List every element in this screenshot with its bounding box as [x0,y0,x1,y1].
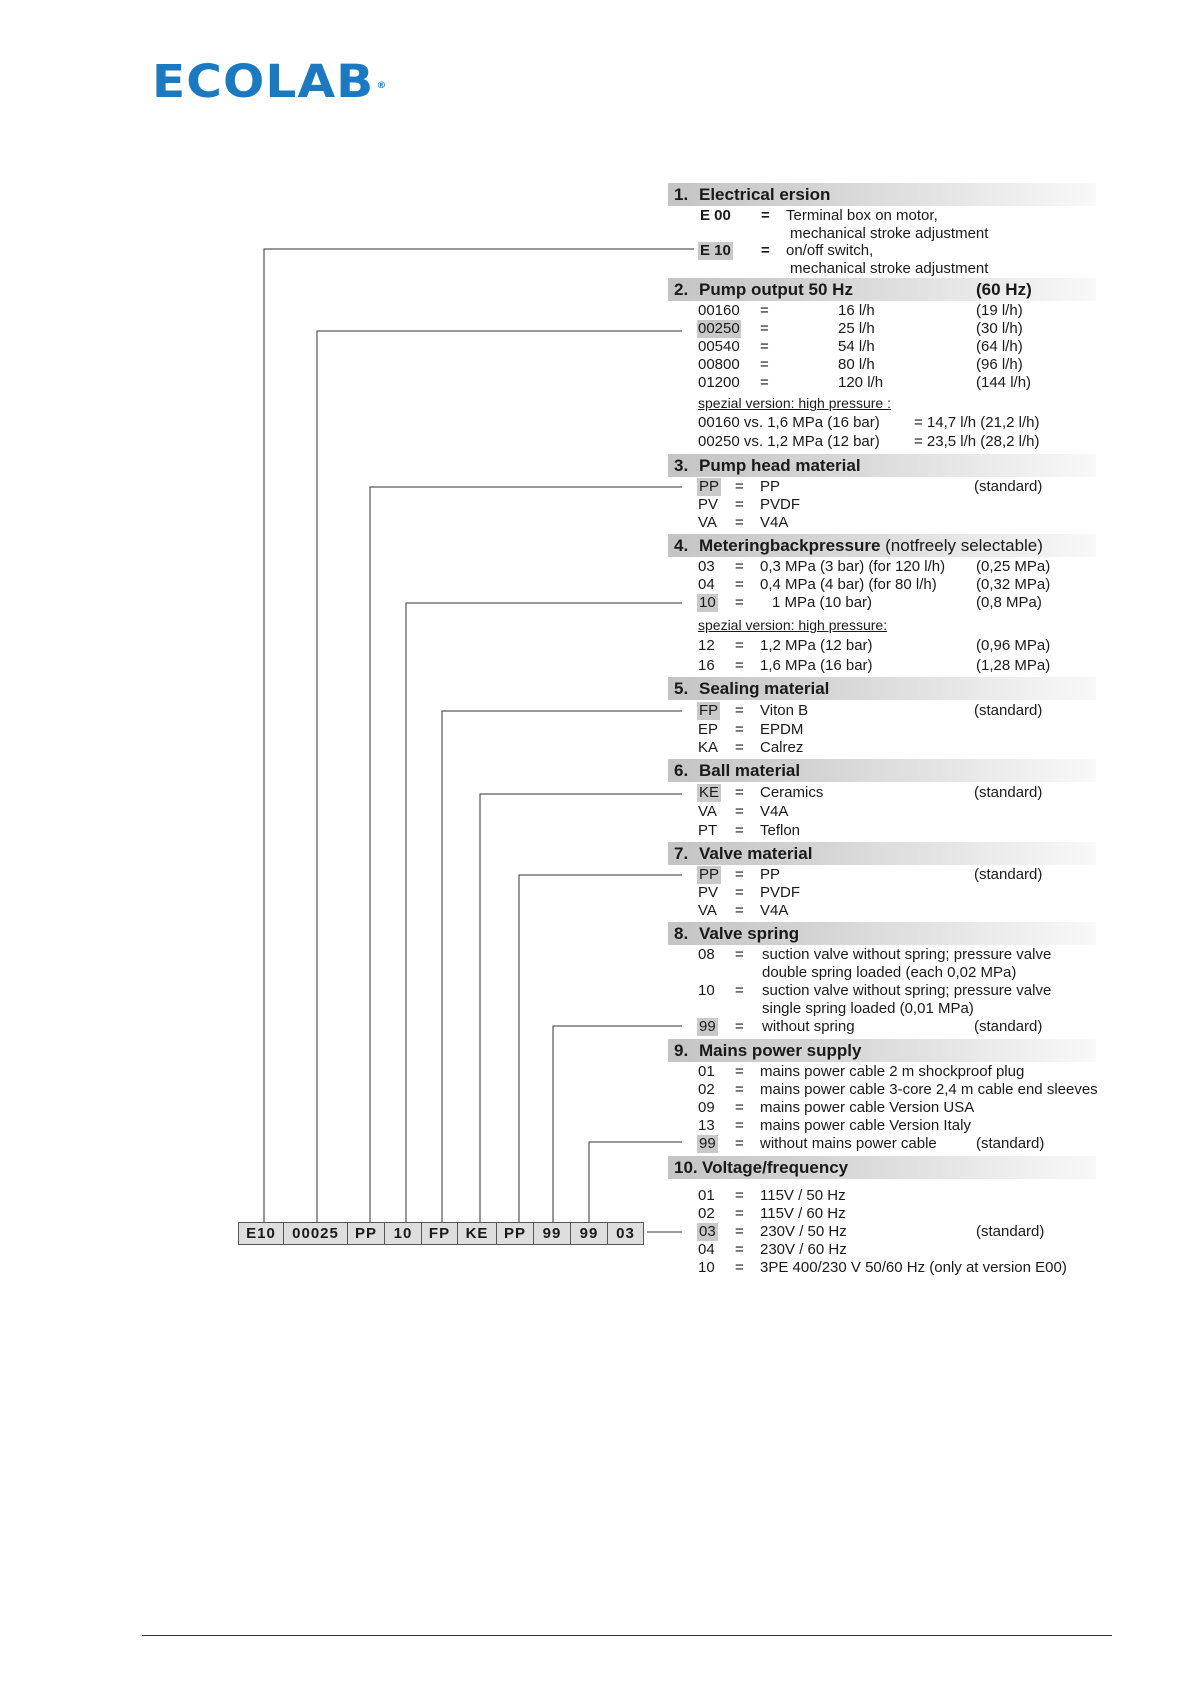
section-title: Valve spring [699,924,800,943]
description: 0,3 MPa (3 bar) (for 120 l/h) [760,558,946,575]
section-title: Sealing material [699,679,830,698]
description: 3PE 400/230 V 50/60 Hz (only at version E00) [760,1259,1067,1276]
code-segment-mains: 99 [571,1223,608,1244]
description: PVDF [760,496,801,513]
section-number: 3. [674,456,689,475]
equals: = [735,1117,744,1134]
special-version-label: spezial version: high pressure: [698,617,888,633]
section-voltage-frequency-header [668,1156,1096,1179]
code: 12 [698,637,715,654]
value-50hz: 80 l/h [838,356,875,373]
equals: = [735,576,744,593]
description: suction valve without spring; pressure valve [762,946,1052,963]
value-50hz: 25 l/h [838,320,875,337]
code-segment-electrical: E10 [239,1223,284,1244]
note: (0,8 MPa) [976,594,1042,611]
equals: = [735,1018,744,1035]
equals: = [735,982,744,999]
special-version-label: spezial version: high pressure : [698,395,891,411]
equals: = [735,739,744,756]
note: (0,96 MPa) [976,637,1051,654]
standard-note: (standard) [974,1018,1043,1035]
code: 01 [698,1063,715,1080]
equals: = [761,242,770,259]
description: 230V / 50 Hz [760,1223,847,1240]
equals: = [735,822,744,839]
description: PP [760,478,781,495]
description: Terminal box on motor, [786,207,938,224]
description: without mains power cable [760,1135,937,1152]
equals: = [735,594,744,611]
code: VA [698,514,717,531]
equals: = [735,784,744,801]
code-segment-pump-output: 00025 [284,1223,348,1244]
section-number: 9. [674,1041,689,1060]
description: 1,2 MPa (12 bar) [760,637,873,654]
code: 03 [698,558,715,575]
code: 10 [698,1259,715,1276]
code-segment-valve-spring: 99 [534,1223,571,1244]
section-title-suffix: (notfreely selectable) [880,536,1043,555]
description: mains power cable Version Italy [760,1117,971,1134]
logo-registered-mark: ® [376,81,388,91]
description: Viton B [760,702,809,719]
standard-note: (standard) [974,702,1043,719]
special-row-right: = 23,5 l/h (28,2 l/h) [914,433,1040,450]
code-selected: PP [699,478,720,495]
equals: = [735,1187,744,1204]
standard-note: (standard) [974,866,1043,883]
code-selected: 00250 [698,320,740,337]
order-code-box [238,1222,644,1245]
code-selected: KE [699,784,720,801]
section-title: Ball material [699,761,801,780]
equals: = [735,866,744,883]
section-title-60hz: (60 Hz) [976,280,1032,299]
section-sealing-material-header [668,677,1096,700]
section-title: Electrical ersion [699,185,831,204]
value-60hz: (64 l/h) [976,338,1023,355]
code: KA [698,739,719,756]
code-segment-pump-head: PP [348,1223,385,1244]
description: Ceramics [760,784,824,801]
section-ball-material-header [668,759,1096,782]
equals: = [760,356,769,373]
section-number: 7. [674,844,689,863]
footer-divider [142,1635,1112,1636]
value-60hz: (144 l/h) [976,374,1032,391]
equals: = [735,637,744,654]
description: 115V / 60 Hz [760,1205,846,1222]
description: single spring loaded (0,01 MPa) [762,1000,974,1017]
equals: = [760,374,769,391]
equals: = [735,1063,744,1080]
code-segment-ball: KE [458,1223,497,1244]
section-pump-output-header [668,278,1096,301]
code: 01200 [698,374,740,391]
code: 09 [698,1099,715,1116]
note: (0,25 MPa) [976,558,1051,575]
description: Teflon [760,822,801,839]
section-number: 6. [674,761,689,780]
code-segment-backpressure: 10 [385,1223,422,1244]
standard-note: (standard) [974,478,1043,495]
code-selected: 10 [699,594,716,611]
equals: = [735,946,744,963]
description: 230V / 60 Hz [760,1241,847,1258]
code: 00540 [698,338,740,355]
description: mains power cable 3-core 2,4 m cable end sleeves [760,1081,1098,1098]
code: PT [698,822,718,839]
description: mains power cable 2 m shockproof plug [760,1063,1025,1080]
description: 1,6 MPa (16 bar) [760,657,873,674]
description: mechanical stroke adjustment [790,225,989,242]
code: 00160 [698,302,740,319]
code: VA [698,902,717,919]
logo-text: ECOLAB [152,55,375,108]
code: 04 [698,1241,715,1258]
code-selected: E 10 [700,242,731,259]
section-number: 5. [674,679,689,698]
code: 08 [698,946,715,963]
equals: = [735,902,744,919]
special-row-right: = 14,7 l/h (21,2 l/h) [914,414,1040,431]
equals: = [735,1135,744,1152]
equals: = [735,1099,744,1116]
standard-note: (standard) [976,1135,1045,1152]
equals: = [735,1081,744,1098]
code-selected: 99 [699,1018,716,1035]
description: V4A [760,514,789,531]
code: 16 [698,657,715,674]
description: without spring [762,1018,855,1035]
code: 13 [698,1117,715,1134]
section-title: Valve material [699,844,813,863]
section-number: 4. [674,536,689,555]
description: on/off switch, [786,242,874,259]
value-60hz: (19 l/h) [976,302,1023,319]
description: PVDF [760,884,801,901]
value-50hz: 120 l/h [838,374,884,391]
equals: = [760,338,769,355]
section-electrical-version-header [668,183,1096,206]
code-selected: PP [699,866,720,883]
description: mains power cable Version USA [760,1099,975,1116]
section-title: Voltage/frequency [702,1158,849,1177]
equals: = [760,320,769,337]
section-title-bold: Meteringbackpressure [699,536,881,555]
special-row-left: 00250 vs. 1,2 MPa (12 bar) [698,433,880,450]
description: 115V / 50 Hz [760,1187,846,1204]
code: E 00 [700,207,731,224]
code-segment-valve-material: PP [497,1223,534,1244]
note: (0,32 MPa) [976,576,1051,593]
section-number: 2. [674,280,689,299]
section-number: 8. [674,924,689,943]
section-mains-power-supply-header [668,1039,1096,1062]
description: Calrez [760,739,804,756]
code-segment-sealing: FP [422,1223,458,1244]
code: 00800 [698,356,740,373]
equals: = [735,702,744,719]
section-number: 10. [674,1158,698,1177]
code: 04 [698,576,715,593]
description: mechanical stroke adjustment [790,260,989,277]
equals: = [735,478,744,495]
description: V4A [760,902,789,919]
section-valve-material-header [668,842,1096,865]
section-valve-spring-header [668,922,1096,945]
special-row-left: 00160 vs. 1,6 MPa (16 bar) [698,414,880,431]
code: EP [698,721,719,738]
value-60hz: (30 l/h) [976,320,1023,337]
code: 01 [698,1187,715,1204]
equals: = [760,302,769,319]
equals: = [735,1223,744,1240]
equals: = [735,1205,744,1222]
code: VA [698,803,717,820]
equals: = [735,884,744,901]
equals: = [761,207,770,224]
code-selected: 03 [699,1223,716,1240]
equals: = [735,803,744,820]
section-pump-head-material-header [668,454,1096,477]
section-number: 1. [674,185,689,204]
value-50hz: 16 l/h [838,302,875,319]
section-title: Pump head material [699,456,861,475]
code: PV [698,496,719,513]
code: 10 [698,982,715,999]
standard-note: (standard) [974,784,1043,801]
equals: = [735,1259,744,1276]
section-title: Pump output 50 Hz [699,280,853,299]
description: EPDM [760,721,804,738]
value-50hz: 54 l/h [838,338,875,355]
section-title: Mains power supply [699,1041,862,1060]
equals: = [735,514,744,531]
equals: = [735,721,744,738]
note: (1,28 MPa) [976,657,1051,674]
description: 0,4 MPa (4 bar) (for 80 l/h) [760,576,937,593]
section-metering-backpressure-header [668,534,1096,557]
code-selected: FP [699,702,719,719]
code: 02 [698,1205,715,1222]
equals: = [735,496,744,513]
equals: = [735,1241,744,1258]
standard-note: (standard) [976,1223,1045,1240]
code-selected: 99 [699,1135,716,1152]
code-segment-voltage: 03 [608,1223,643,1244]
code: 02 [698,1081,715,1098]
equals: = [735,657,744,674]
description: 1 MPa (10 bar) [772,594,873,611]
value-60hz: (96 l/h) [976,356,1023,373]
description: double spring loaded (each 0,02 MPa) [762,964,1017,981]
section-title [699,534,1043,557]
description: suction valve without spring; pressure valve [762,982,1052,999]
description: V4A [760,803,789,820]
code: PV [698,884,719,901]
description: PP [760,866,781,883]
equals: = [735,558,744,575]
